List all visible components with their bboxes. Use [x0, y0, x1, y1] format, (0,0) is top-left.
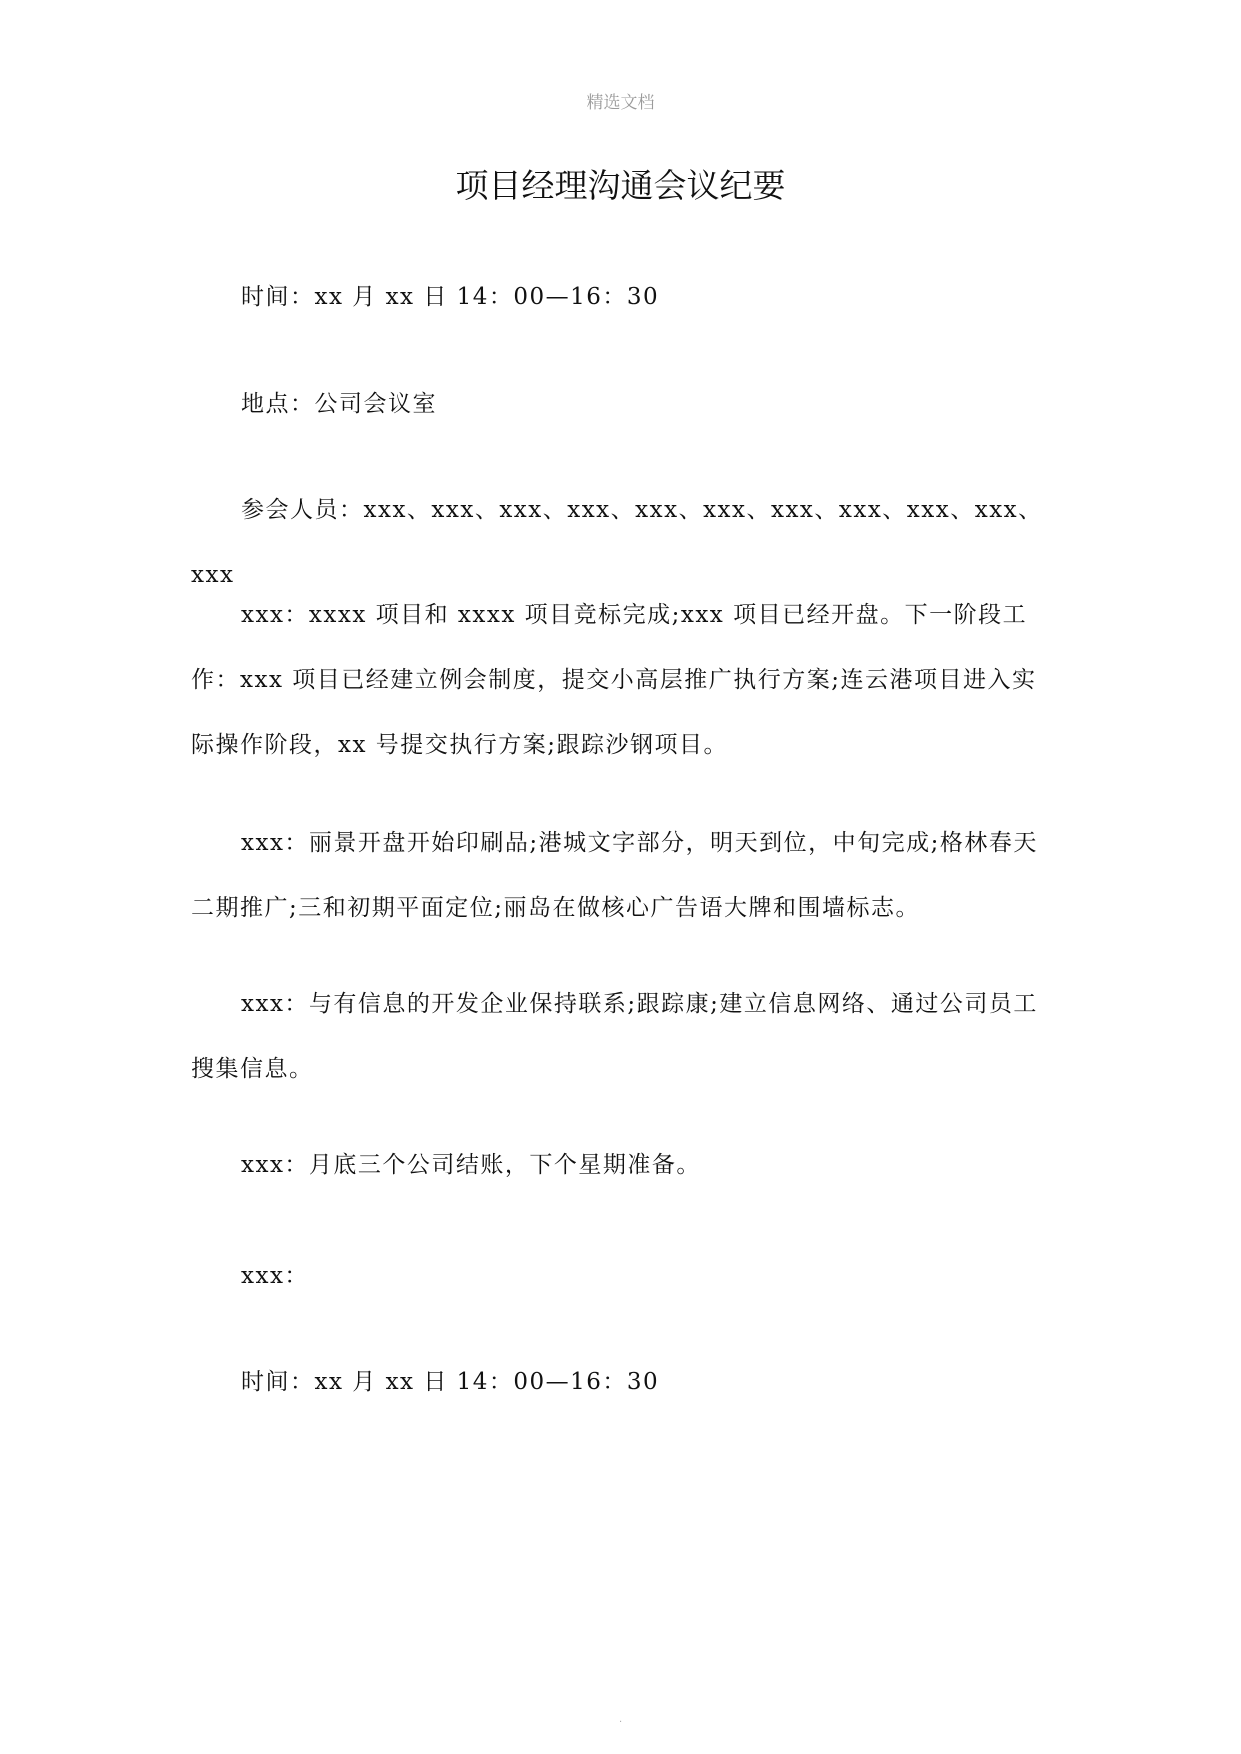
meeting-time-2: 时间：xx 月 xx 日 14：00—16：30 [241, 1369, 660, 1395]
minutes-item-4: xxx：月底三个公司结账，下个星期准备。 [241, 1152, 701, 1178]
footer-mark: . [619, 1714, 623, 1725]
minutes-item-2: xxx：丽景开盘开始印刷品;港城文字部分，明天到位，中旬完成;格林春天二期推广;三和初期平面定位;丽岛在做核心广告语大牌和围墙标志。 [191, 830, 1038, 921]
minutes-item-1: xxx：xxxx 项目和 xxxx 项目竞标完成;xxx 项目已经开盘。下一阶段工作：xxx 项目已经建立例会制度，提交小高层推广执行方案;连云港项目进入实际操作阶段，xx 号提交执行方案;跟踪沙钢项目。 [191, 602, 1037, 758]
meeting-time: 时间：xx 月 xx 日 14：00—16：30 [241, 284, 660, 310]
meeting-location: 地点：公司会议室 [241, 391, 437, 417]
minutes-item-5: xxx： [241, 1263, 309, 1289]
meeting-attendees: 参会人员：xxx、xxx、xxx、xxx、xxx、xxx、xxx、xxx、xxx、xxx、xxx [191, 497, 1043, 588]
page-header-label: 精选文档 [586, 93, 655, 113]
document-title: 项目经理沟通会议纪要 [455, 166, 786, 205]
minutes-item-3: xxx：与有信息的开发企业保持联系;跟踪康;建立信息网络、通过公司员工搜集信息。 [191, 991, 1038, 1082]
